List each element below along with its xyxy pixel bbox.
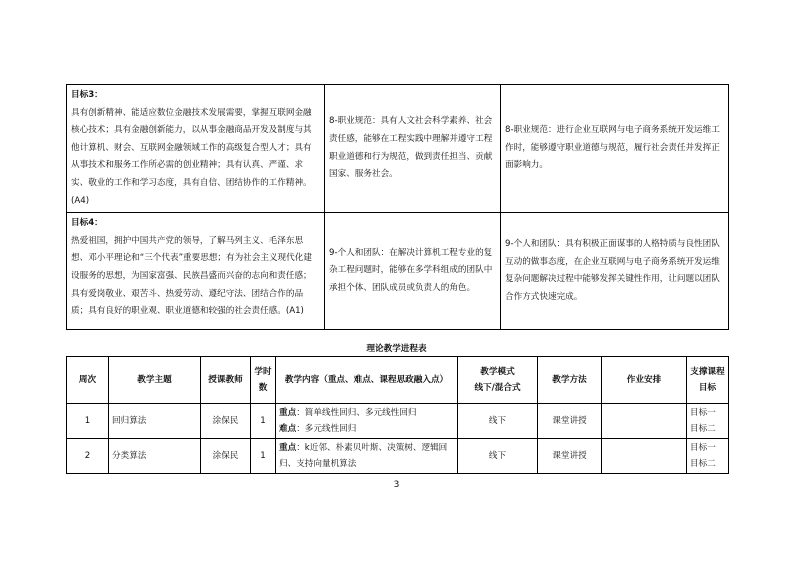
graduation-requirement: 8-职业规范：具有人文社会科学素养、社会责任感，能够在工程实践中理解并遵守工程职业道德和行为规范，做到责任担当、贡献国家、服务社会。	[325, 85, 501, 213]
schedule-title: 理论教学进程表	[366, 344, 427, 354]
header-week: 周次	[67, 357, 109, 404]
goal-description-cell	[67, 213, 325, 330]
header-teacher: 授课教师	[201, 357, 251, 404]
content-key-point	[279, 440, 454, 472]
cell-hours: 1	[251, 404, 276, 439]
goal-title: 目标3：	[71, 90, 103, 100]
cell-topic: 分类算法	[109, 439, 201, 474]
cell-method: 课堂讲授	[538, 404, 602, 439]
table-row	[67, 439, 729, 474]
cell-content	[276, 439, 458, 474]
cell-mode: 线下	[458, 404, 538, 439]
difficulty-text: ：多元线性回归	[296, 424, 357, 434]
teaching-schedule-table	[66, 356, 729, 474]
header-mode	[458, 357, 538, 404]
goal-ref: 目标一	[690, 443, 716, 453]
header-goals: 支撑课程目标	[687, 357, 729, 404]
cell-mode: 线下	[458, 439, 538, 474]
content-difficulty	[279, 421, 454, 437]
header-mode-sub: 线下/混合式	[474, 383, 521, 393]
goal-ref: 目标一	[690, 408, 716, 418]
cell-week: 1	[67, 404, 109, 439]
cell-topic: 回归算法	[109, 404, 201, 439]
key-label: 重点	[279, 408, 297, 418]
header-topic: 教学主题	[109, 357, 201, 404]
cell-hours: 1	[251, 439, 276, 474]
header-hours: 学时数	[251, 357, 276, 404]
cell-goals	[687, 404, 729, 439]
goal-description: 热爱祖国，拥护中国共产党的领导，了解马列主义、毛泽东思想、邓小平理论和“三个代表”重要思想；有为社会主义现代化建设服务的思想，为国家富强、民族昌盛而兴奋的志向和责任感；具有爱岗敬业、艰苦斗、热爱劳动、遵纪守法、团结合作的品质；具有良好的职业观、职业道德和较强的社会责任感。(A1)	[71, 235, 312, 317]
header-homework: 作业安排	[602, 357, 687, 404]
goal-title: 目标4：	[71, 218, 103, 229]
goal-row-3	[67, 85, 729, 213]
key-label: 重点	[279, 443, 297, 453]
goal-ref: 目标二	[690, 424, 716, 434]
goal-description-cell	[67, 85, 325, 213]
cell-content	[276, 404, 458, 439]
requirement-indicator: 9-个人和团队：具有积极正面谋事的人格特质与良性团队互动的做事态度，在企业互联网与电子商务系统开发运维复杂问题解决过程中能够发挥关键性作用，让问题以团队合作方式快速完成。	[501, 213, 729, 330]
goal-row-4	[67, 213, 729, 330]
cell-teacher: 涂保民	[201, 439, 251, 474]
graduation-requirement: 9-个人和团队：在解决计算机工程专业的复杂工程问题时，能够在多学科组成的团队中承担个体、团队成员或负责人的角色。	[325, 213, 501, 330]
key-text: ：k近邻、朴素贝叶斯、决策树、逻辑回归、支持向量机算法	[279, 443, 448, 469]
course-goals-table	[66, 84, 729, 330]
page-number: 3	[393, 480, 400, 490]
header-content: 教学内容（重点、难点、课程思政融入点）	[276, 357, 458, 404]
key-text: ：简单线性回归、多元线性回归	[296, 408, 417, 418]
difficulty-label: 难点	[279, 424, 297, 434]
cell-method: 课堂讲授	[538, 439, 602, 474]
cell-week: 2	[67, 439, 109, 474]
requirement-indicator: 8-职业规范：进行企业互联网与电子商务系统开发运维工作时，能够遵守职业道德与规范，履行社会责任并发挥正面影响力。	[501, 85, 729, 213]
cell-homework	[602, 404, 687, 439]
table-row	[67, 404, 729, 439]
schedule-header-row	[67, 357, 729, 404]
cell-teacher: 涂保民	[201, 404, 251, 439]
goal-ref: 目标二	[690, 459, 716, 469]
cell-goals	[687, 439, 729, 474]
goal-description: 具有创新精神、能适应数位金融技术发展需要，掌握互联网金融核心技术；具有金融创新能力，以从事金融商品开发及制度与其他计算机、财会、互联网金融领域工作的高级复合型人才；具有从事技术和服务工作所必需的创业精神；具有认真、严谨、求实、敬业的工作和学习态度，具有自信、团结协作的工作精神。(A4)	[71, 107, 312, 206]
header-method: 教学方法	[538, 357, 602, 404]
header-mode-label: 教学模式	[480, 367, 515, 377]
content-key-point	[279, 405, 454, 421]
cell-homework	[602, 439, 687, 474]
